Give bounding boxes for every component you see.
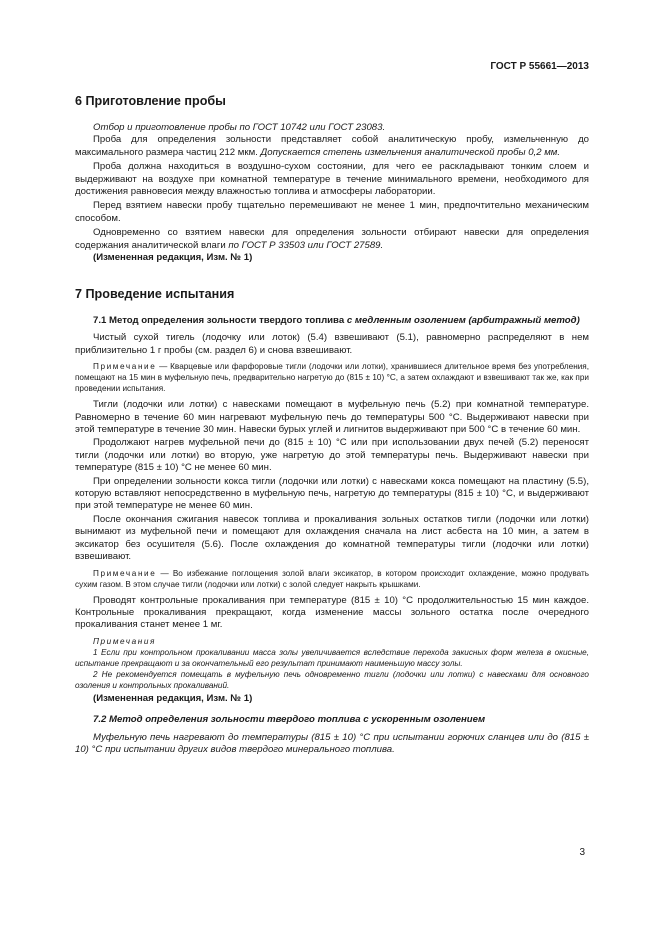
note-item: 1 Если при контрольном прокаливании масса золы увеличивается вследствие перехода закисных форм железа в окисные, испытание прекращают и за окончательный его результат принимают наименьшую массу золы. [75,647,589,668]
paragraph: При определении зольности кокса тигли (лодочки или лотки) с навесками кокса помещают на пластину (5.5), которую вставляют непосредственно в муфельную печь, нагретую до температуры (815 ± 10) °С, и выдерживают при этой температуре не менее 60 мин. [75,475,589,512]
paragraph: Проба для определения зольности представляет собой аналитическую пробу, измельченную до максимального размера частиц 212 мкм. Допускается степень измельчения аналитической пробы 0,2 мм. [75,134,589,158]
paragraph: Проба должна находиться в воздушно-сухом состоянии, для чего ее раскладывают тонким слоем и выдерживают на воздухе при комнатной температуре в течение минимального времени, необходимого для достижения равновесия между влажностью топлива и атмосферы лаборатории. [75,161,589,198]
subsection-7-2-heading: 7.2 Метод определения зольности твердого топлива с ускоренным озолением [93,714,486,726]
amendment-note: (Измененная редакция, Изм. № 1) [93,692,253,704]
note: Примечание — Во избежание поглощения золой влаги эксикатор, в котором происходит охлаждение, можно продувать сухим газом. В этом случае тигли (лодочки или лотки) с золой следует накрыть крышками. [75,568,589,589]
paragraph: Проводят контрольные прокаливания при температуре (815 ± 10) °С продолжительностью 15 мин каждое. Контрольные прокаливания прекращают, когда изменение массы зольного остатка после очередного прокаливания станет менее 1 мг. [75,594,589,631]
section-7-body [75,315,589,756]
note-item: 2 Не рекомендуется помещать в муфельную печь одновременно тигли (лодочки или лотки) с навесками для основного озоления и контрольных прокаливаний. [75,669,589,690]
paragraph: Перед взятием навески пробу тщательно перемешивают не менее 1 мин, предпочтительно механическим способом. [75,200,589,224]
subsection-7-1-heading: 7.1 Метод определения зольности твердого топлива с медленным озолением (арбитражный метод) [93,315,580,326]
paragraph: Отбор и приготовление пробы по ГОСТ 10742 или ГОСТ 23083. [93,122,386,133]
section-6-body [75,122,589,264]
notes-heading: Примечания [93,636,156,646]
paragraph: Чистый сухой тигель (лодочку или лоток) (5.4) взвешивают (5.1), равномерно распределяют в нем приблизительно 1 г пробы (см. раздел 6) и снова взвешивают. [75,332,589,356]
paragraph: После окончания сжигания навесок топлива и прокаливания зольных остатков тигли (лодочки или лотки) вынимают из муфельной печи и помещают для охлаждения сначала на лист асбеста на 10 мин, а затем в эксикатор без осушителя (5.6). После охлаждения до комнатной температуры тигли (лодочки или лотки) взвешивают. [75,513,589,563]
section-7-heading: 7 Проведение испытания [75,287,235,301]
paragraph: Одновременно со взятием навески для определения зольности отбирают навески для определения содержания аналитической влаги по ГОСТ Р 33503 или ГОСТ 27589. [75,227,589,251]
amendment-note: (Измененная редакция, Изм. № 1) [93,252,253,264]
note: Примечание — Кварцевые или фарфоровые тигли (лодочки или лотки), хранившиеся длительное время без употребления, помещают на 15 мин в муфельную печь, предварительно нагретую до (815 ± 10) °С, а затем охлаждают и взвешивают так же, как при проведении испытания. [75,362,589,394]
paragraph: Тигли (лодочки или лотки) с навесками помещают в муфельную печь (5.2) при комнатной температуре. Равномерно в течение 60 мин нагревают муфельную печь до температуры 500 °С. Выдерживают навески при этой температуре в течение 30 мин. Навески бурых углей и лигнитов выдерживают при 500 °С в течение 60 мин. [75,399,589,436]
paragraph: Муфельную печь нагревают до температуры (815 ± 10) °С при испытании горючих сланцев или до (815 ± 10) °С при испытании других видов твердого минерального топлива. [75,731,589,755]
document-number: ГОСТ Р 55661—2013 [490,61,589,72]
paragraph: Продолжают нагрев муфельной печи до (815 ± 10) °С или при использовании двух печей (5.2) переносят тигли (лодочки или лотки) во вторую, уже нагретую до этой температуры печь. Выдерживают навески при температуре (815 ± 10) °С не менее 60 мин. [75,437,589,474]
page-number: 3 [579,847,585,858]
section-6-heading: 6 Приготовление пробы [75,94,226,108]
